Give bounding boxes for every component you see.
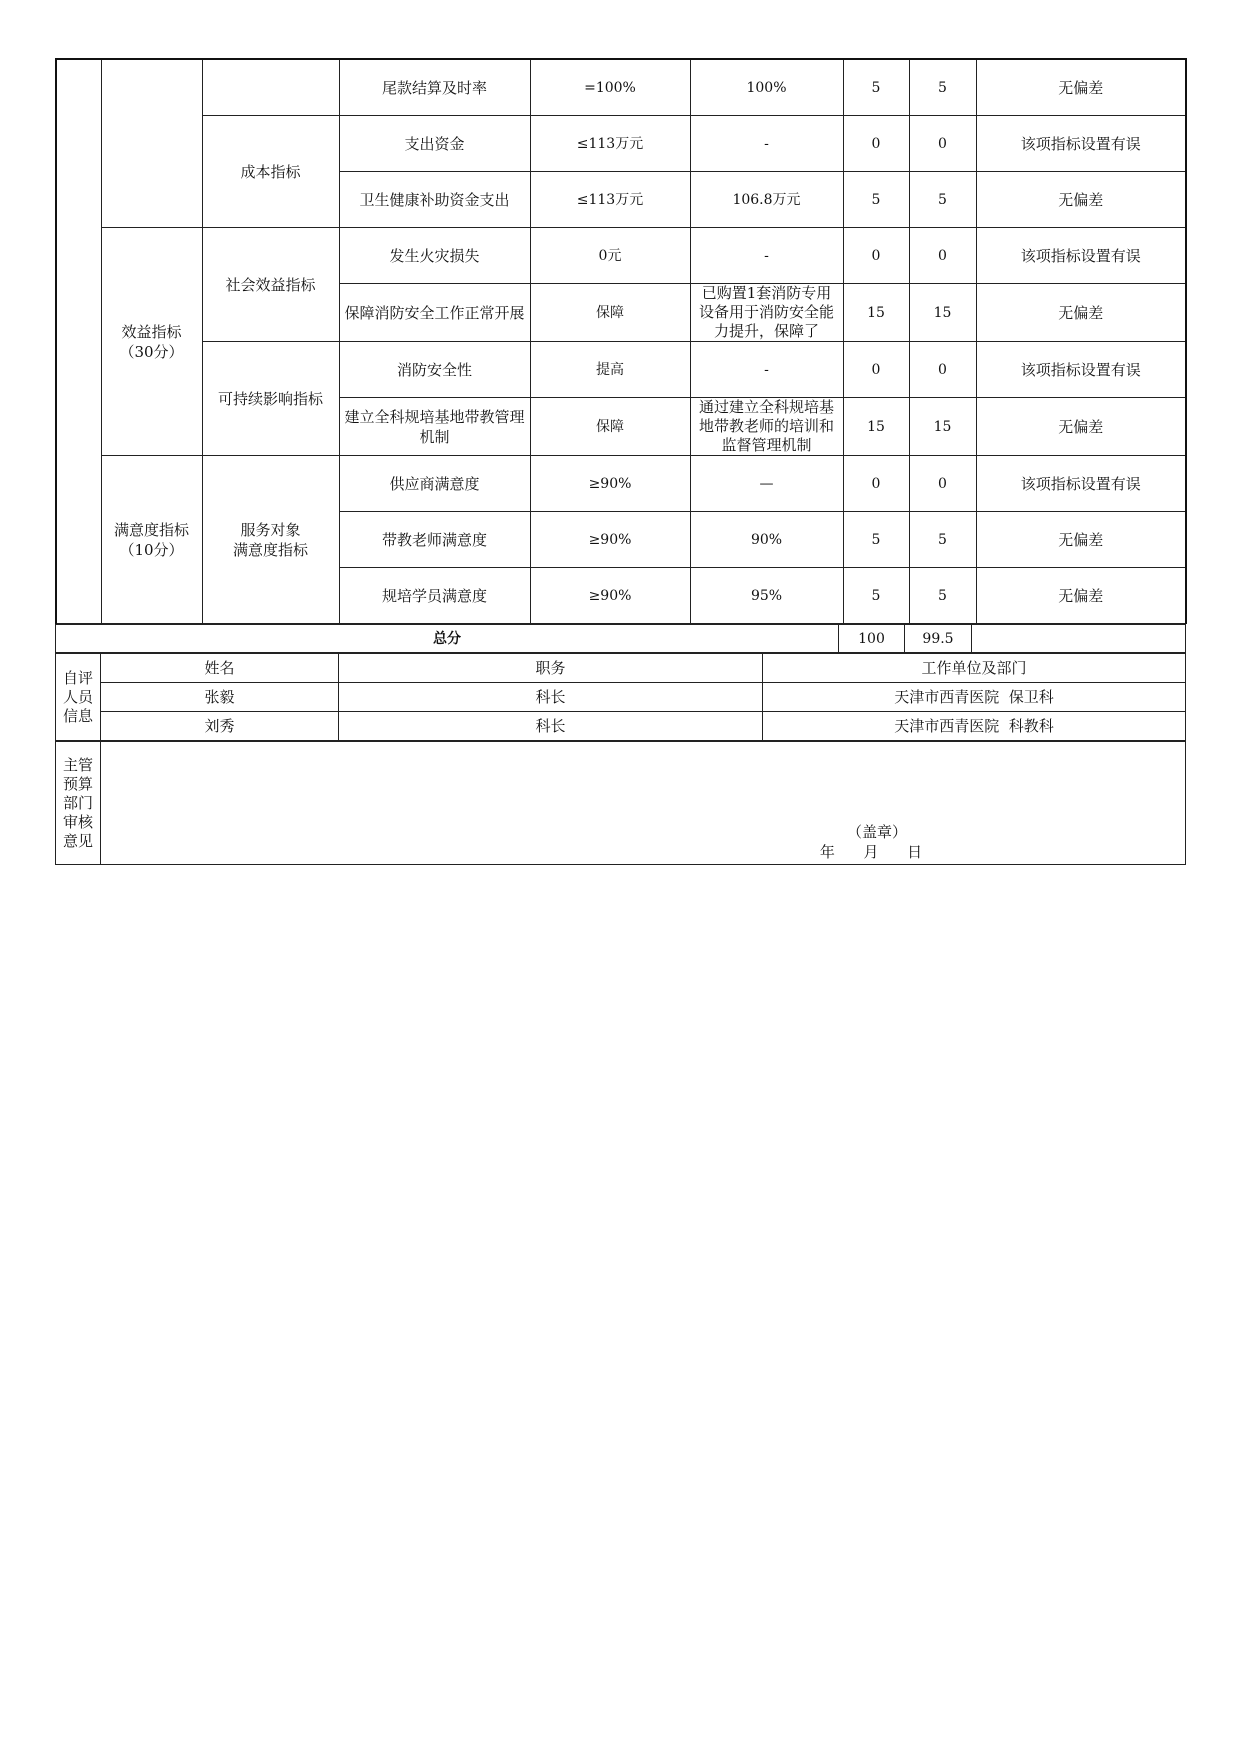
title-header: 职务 (339, 654, 763, 683)
tertiary-indicator: 供应商满意度 (339, 456, 530, 512)
actual-value: 95% (690, 568, 843, 624)
total-score: 99.5 (905, 625, 972, 653)
person-row (56, 683, 1186, 712)
table-row (56, 342, 1186, 398)
target-value: ≥90% (530, 456, 690, 512)
target-value: ≤113万元 (530, 172, 690, 228)
person-name: 张毅 (101, 683, 339, 712)
deviation-note: 该项指标设置有误 (976, 116, 1186, 172)
score-value: 5 (909, 512, 976, 568)
seal-label: （盖章） (846, 823, 907, 841)
person-title: 科长 (339, 712, 763, 741)
secondary-indicator-sustainable: 可持续影响指标 (202, 342, 339, 456)
tertiary-indicator: 带教老师满意度 (339, 512, 530, 568)
review-table (55, 741, 1186, 865)
deviation-note: 无偏差 (976, 284, 1186, 342)
primary-indicator-cell (101, 59, 202, 228)
target-value: =100% (530, 59, 690, 116)
weight-value: 0 (843, 342, 909, 398)
target-value: ≥90% (530, 512, 690, 568)
score-value: 5 (909, 172, 976, 228)
tertiary-indicator: 发生火灾损失 (339, 228, 530, 284)
actual-value: 90% (690, 512, 843, 568)
score-value: 0 (909, 228, 976, 284)
tertiary-indicator: 保障消防安全工作正常开展 (339, 284, 530, 342)
indicator-table (55, 58, 1187, 624)
target-value: 0元 (530, 228, 690, 284)
weight-value: 5 (843, 568, 909, 624)
actual-value: - (690, 342, 843, 398)
secondary-indicator-cost: 成本指标 (202, 116, 339, 228)
person-title: 科长 (339, 683, 763, 712)
tertiary-indicator: 支出资金 (339, 116, 530, 172)
tertiary-indicator: 消防安全性 (339, 342, 530, 398)
score-value: 5 (909, 59, 976, 116)
target-value: ≥90% (530, 568, 690, 624)
secondary-indicator-social: 社会效益指标 (202, 228, 339, 342)
deviation-note: 无偏差 (976, 172, 1186, 228)
weight-value: 0 (843, 228, 909, 284)
deviation-note: 无偏差 (976, 512, 1186, 568)
table-row (56, 59, 1186, 116)
total-label: 总分 (56, 625, 839, 653)
target-value: 提高 (530, 342, 690, 398)
score-value: 15 (909, 398, 976, 456)
weight-value: 0 (843, 456, 909, 512)
unit-header: 工作单位及部门 (763, 654, 1186, 683)
weight-value: 5 (843, 172, 909, 228)
review-opinion-box (101, 742, 1186, 865)
person-unit: 天津市西青医院 科教科 (763, 712, 1186, 741)
total-weight: 100 (839, 625, 905, 653)
target-value: 保障 (530, 398, 690, 456)
table-row (56, 456, 1186, 512)
target-value: 保障 (530, 284, 690, 342)
tertiary-indicator: 卫生健康补助资金支出 (339, 172, 530, 228)
date-line: 年 月 日 (819, 843, 923, 861)
self-eval-header-row (56, 654, 1186, 683)
deviation-note: 无偏差 (976, 568, 1186, 624)
tertiary-indicator: 建立全科规培基地带教管理机制 (339, 398, 530, 456)
self-eval-side-label: 自评 人员 信息 (56, 654, 101, 741)
score-value: 5 (909, 568, 976, 624)
total-row (56, 625, 1186, 653)
weight-value: 0 (843, 116, 909, 172)
total-note (972, 625, 1186, 653)
score-value: 15 (909, 284, 976, 342)
weight-value: 5 (843, 59, 909, 116)
review-row (56, 742, 1186, 865)
weight-value: 15 (843, 398, 909, 456)
category-cell (56, 59, 101, 624)
review-side-label: 主管 预算 部门 审核 意见 (56, 742, 101, 865)
actual-value-cell (690, 284, 843, 342)
person-name: 刘秀 (101, 712, 339, 741)
deviation-note: 该项指标设置有误 (976, 342, 1186, 398)
person-row (56, 712, 1186, 741)
table-row (56, 116, 1186, 172)
primary-indicator-benefit: 效益指标 （30分） (101, 228, 202, 456)
person-unit: 天津市西青医院 保卫科 (763, 683, 1186, 712)
tertiary-indicator: 规培学员满意度 (339, 568, 530, 624)
self-eval-table (55, 653, 1186, 741)
deviation-note: 无偏差 (976, 398, 1186, 456)
secondary-indicator-cell (202, 59, 339, 116)
actual-value: — (690, 456, 843, 512)
table-row (56, 228, 1186, 284)
actual-value: 已购置1套消防专用设备用于消防安全能力提升，保障了 (698, 284, 834, 340)
score-value: 0 (909, 116, 976, 172)
actual-value: 通过建立全科规培基地带教老师的培训和监督管理机制 (698, 398, 834, 454)
secondary-indicator-service: 服务对象 满意度指标 (202, 456, 339, 624)
actual-value: - (690, 228, 843, 284)
actual-value: - (690, 116, 843, 172)
primary-indicator-satisfaction: 满意度指标 （10分） (101, 456, 202, 624)
weight-value: 15 (843, 284, 909, 342)
score-value: 0 (909, 342, 976, 398)
deviation-note: 该项指标设置有误 (976, 456, 1186, 512)
actual-value-cell (690, 398, 843, 456)
deviation-note: 该项指标设置有误 (976, 228, 1186, 284)
deviation-note: 无偏差 (976, 59, 1186, 116)
evaluation-form (55, 58, 1185, 865)
actual-value: 100% (690, 59, 843, 116)
score-value: 0 (909, 456, 976, 512)
total-table (55, 624, 1186, 653)
target-value: ≤113万元 (530, 116, 690, 172)
name-header: 姓名 (101, 654, 339, 683)
weight-value: 5 (843, 512, 909, 568)
tertiary-indicator: 尾款结算及时率 (339, 59, 530, 116)
actual-value: 106.8万元 (690, 172, 843, 228)
